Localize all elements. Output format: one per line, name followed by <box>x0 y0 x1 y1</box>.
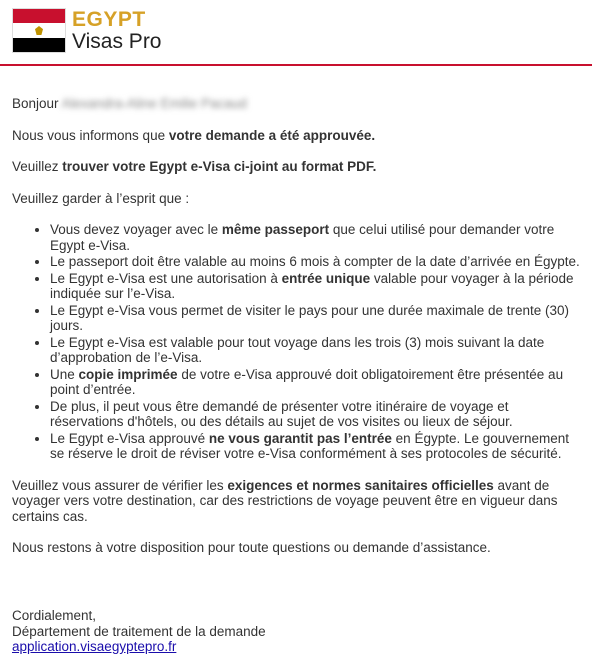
email-body <box>12 96 584 572</box>
reminder-intro: Veuillez garder à l’esprit que : <box>12 190 190 206</box>
brand-text <box>72 9 162 52</box>
list-item: • Le Egypt e-Visa est une autorisation à entrée unique valable pour voyager à la période indiquée sur l’e-Visa. <box>50 271 584 302</box>
signature <box>12 608 266 655</box>
list-item: • De plus, il peut vous être demandé de présenter votre itinéraire de voyage et réservations d'hôtels, ou des détails au sujet de vos visites ou lieux de séjour. <box>50 399 584 430</box>
brand-bottom: Visas Pro <box>72 30 162 53</box>
brand-top: EGYPT <box>72 8 146 31</box>
list-item: • Le Egypt e-Visa est valable pour tout voyage dans les trois (3) mois suivant la date d’approbation de l’e-Visa. <box>50 335 584 366</box>
list-item: • Le passeport doit être valable au moins 6 mois à compter de la date d’arrivée en Égypte. <box>50 254 584 270</box>
attachment-paragraph: Veuillez trouver votre Egypt e-Visa ci-joint au format PDF. <box>12 159 377 174</box>
greeting-line <box>12 96 584 112</box>
assistance-paragraph: Nous restons à votre disposition pour toute questions ou demande d’assistance. <box>12 540 491 555</box>
application-link[interactable]: application.visaegyptepro.fr <box>12 639 177 654</box>
greeting: Bonjour <box>12 96 59 111</box>
list-item: • Le Egypt e-Visa approuvé ne vous garantit pas l’entrée en Égypte. Le gouvernement se réserve le droit de réviser votre e-Visa conformément à ses protocoles de sécurité. <box>50 431 584 462</box>
health-paragraph: Veuillez vous assurer de vérifier les exigences et normes sanitaires officielles avant de voyager vers votre destination, car des restrictions de voyage peuvent être en vigueur dans certains cas. <box>12 477 558 524</box>
list-item: • Le Egypt e-Visa vous permet de visiter le pays pour une durée maximale de trente (30) jours. <box>50 303 584 334</box>
conditions-list <box>12 222 584 462</box>
egypt-flag-icon <box>12 8 66 53</box>
closing: Cordialement, <box>12 608 97 623</box>
recipient-name-redacted: Alexandra-Aline Emilie Pacaud <box>61 96 247 111</box>
department: Département de traitement de la demande <box>12 623 266 639</box>
brand-logo <box>12 8 162 53</box>
list-item: • Vous devez voyager avec le même passeport que celui utilisé pour demander votre Egypt e-Visa. <box>50 222 584 253</box>
approval-paragraph: Nous vous informons que votre demande a été approuvée. <box>12 127 376 143</box>
list-item: • Une copie imprimée de votre e-Visa approuvé doit obligatoirement être présentée au point d’entrée. <box>50 367 584 398</box>
email-header <box>0 0 592 66</box>
